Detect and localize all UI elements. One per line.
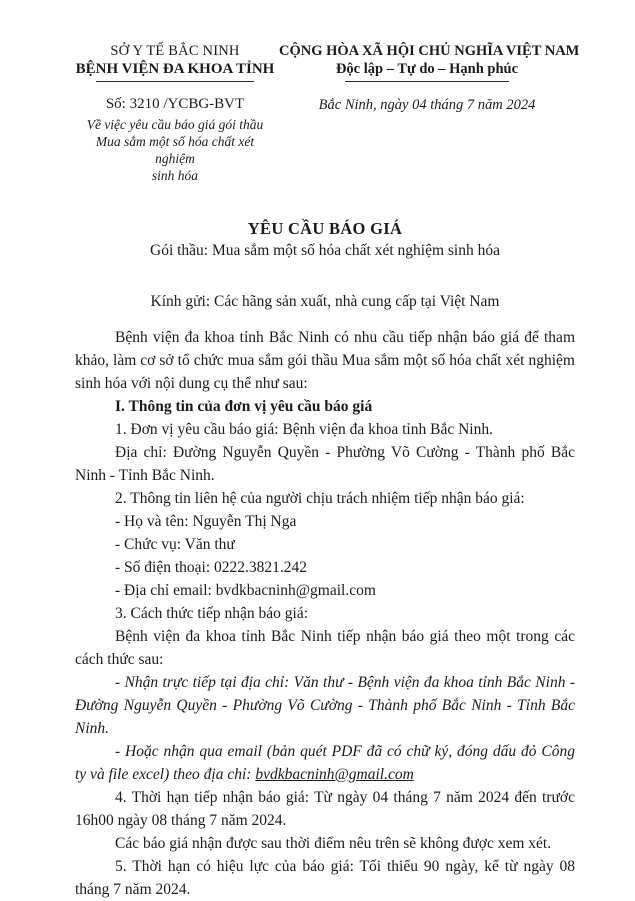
document-subject-line1: Về việc yêu cầu báo giá gói thầu bbox=[86, 117, 264, 132]
email-link[interactable]: bvdkbacninh@gmail.com bbox=[255, 766, 414, 783]
paragraph-intro: Bệnh viện đa khoa tỉnh Bắc Ninh có nhu cầu tiếp nhận báo giá để tham khảo, làm cơ sở tổ chức mua sắm gói thầu Mua sắm một số hóa chất xét nghiệm sinh hóa với nội dung cụ thể như sau: bbox=[75, 329, 575, 392]
country-name: CỘNG HÒA XÃ HỘI CHỦ NGHĨA VIỆT NAM bbox=[279, 43, 580, 59]
org-name: BỆNH VIỆN ĐA KHOA TỈNH bbox=[75, 61, 275, 77]
paragraph-receive-direct: - Nhận trực tiếp tại địa chỉ: Văn thư - Bệnh viện đa khoa tỉnh Bắc Ninh - Đường Nguyễn Quyền - Phường Võ Cường - Thành phố Bắc Ninh - Tỉnh Bắc Ninh. bbox=[75, 674, 575, 737]
document-subtitle: Gói thầu: Mua sắm một số hóa chất xét nghiệm sinh hóa bbox=[150, 242, 500, 259]
paragraph-late-note: Các báo giá nhận được sau thời điểm nêu trên sẽ không được xem xét. bbox=[115, 835, 552, 852]
paragraph-contact-position: - Chức vụ: Văn thư bbox=[115, 536, 235, 553]
place-and-date: Bắc Ninh, ngày 04 tháng 7 năm 2024 bbox=[318, 97, 536, 113]
paragraph-contact-heading: 2. Thông tin liên hệ của người chịu trách nhiệm tiếp nhận báo giá: bbox=[115, 490, 525, 507]
title-block bbox=[75, 218, 575, 262]
section-heading-1: I. Thông tin của đơn vị yêu cầu báo giá bbox=[115, 398, 373, 415]
paragraph-address: Địa chỉ: Đường Nguyễn Quyền - Phường Võ Cường - Thành phố Bắc Ninh - Tỉnh Bắc Ninh. bbox=[75, 444, 575, 484]
paragraph-deadline: 4. Thời hạn tiếp nhận báo giá: Từ ngày 04 tháng 7 năm 2024 đến trước 16h00 ngày 08 tháng 7 năm 2024. bbox=[75, 789, 575, 829]
document-body bbox=[75, 326, 575, 901]
document-subject bbox=[75, 116, 275, 184]
paragraph-contact-email: - Địa chỉ email: bvdkbacninh@gmail.com bbox=[115, 582, 376, 599]
motto-underline bbox=[345, 81, 509, 82]
paragraph-requesting-unit: 1. Đơn vị yêu cầu báo giá: Bệnh viện đa khoa tỉnh Bắc Ninh. bbox=[115, 421, 493, 438]
paragraph-validity: 5. Thời hạn có hiệu lực của báo giá: Tối thiểu 90 ngày, kể từ ngày 08 tháng 7 năm 2024. bbox=[75, 858, 575, 898]
document-header bbox=[75, 42, 580, 184]
paragraph-receive-email bbox=[75, 740, 575, 786]
org-name-underline bbox=[96, 81, 254, 82]
header-issuing-org bbox=[75, 42, 275, 184]
document-number: Số: 3210 /YCBG-BVT bbox=[105, 96, 245, 112]
parent-org-name: SỞ Y TẾ BẮC NINH bbox=[110, 43, 240, 59]
paragraph-contact-phone: - Số điện thoại: 0222.3821.242 bbox=[115, 559, 308, 576]
document-subject-line2: Mua sắm một số hóa chất xét nghiệm bbox=[95, 134, 255, 166]
document-subject-line3: sinh hóa bbox=[151, 168, 199, 183]
document-title: YÊU CẦU BÁO GIÁ bbox=[247, 219, 403, 238]
national-motto: Độc lập – Tự do – Hạnh phúc bbox=[335, 61, 519, 77]
paragraph-contact-name: - Họ và tên: Nguyễn Thị Nga bbox=[115, 513, 297, 530]
paragraph-receive-method-heading: 3. Cách thức tiếp nhận báo giá: bbox=[115, 605, 309, 622]
header-national-motto bbox=[279, 42, 580, 114]
paragraph-receive-email-prefix: - Hoặc nhận qua email (bản quét PDF đã có chữ ký, đóng dấu đỏ Công ty và file excel) theo địa chỉ: bbox=[75, 743, 575, 783]
paragraph-receive-method-intro: Bệnh viện đa khoa tỉnh Bắc Ninh tiếp nhận báo giá theo một trong các cách thức sau: bbox=[75, 628, 575, 668]
salutation: Kính gửi: Các hãng sản xuất, nhà cung cấp tại Việt Nam bbox=[150, 293, 500, 310]
